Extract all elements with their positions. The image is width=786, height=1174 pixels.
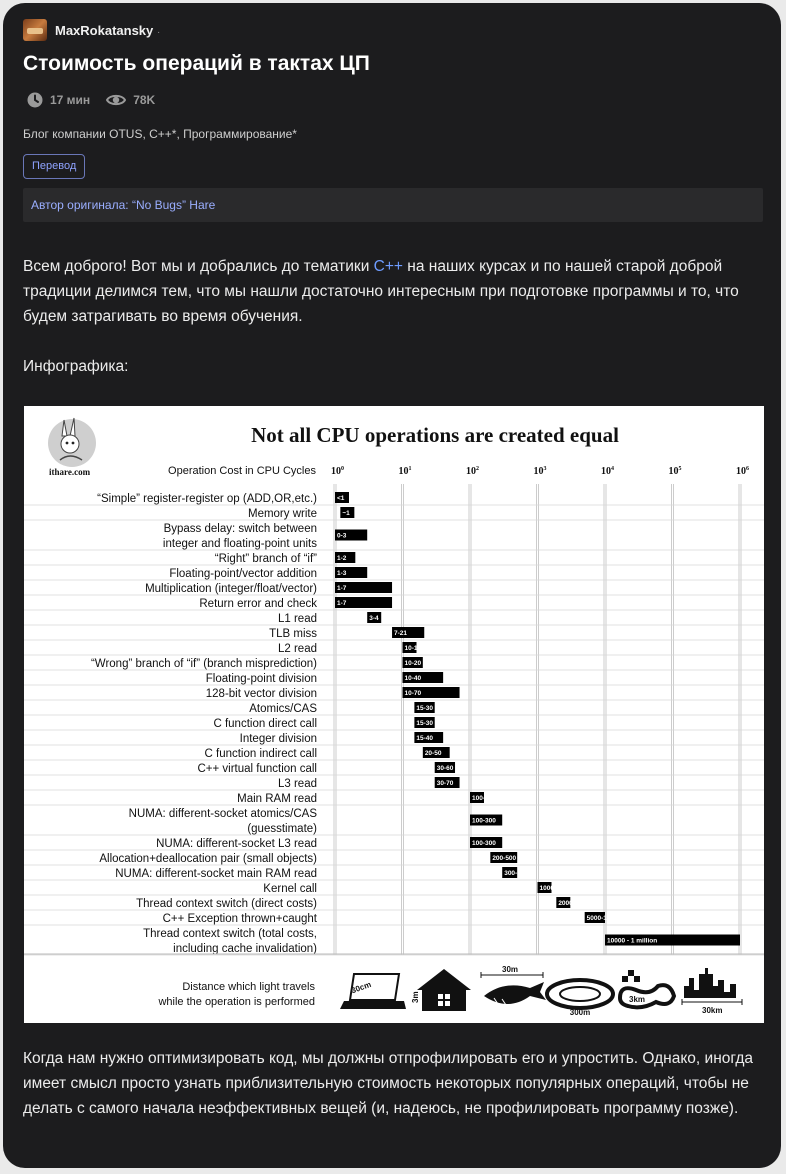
chart-row-9 <box>24 642 764 655</box>
stadium-icon <box>547 980 613 1017</box>
bar-label-16: 20-50 <box>424 750 442 757</box>
bar-label-22: 200-500 <box>492 855 517 862</box>
chart-row-25 <box>24 897 764 910</box>
chart-row-24 <box>24 882 764 895</box>
chart-row-7 <box>24 612 764 625</box>
distance-label-30m: 30m <box>502 965 519 974</box>
bar-label-3: 1-2 <box>337 555 347 562</box>
row-label-0-0: “Simple” register-register op (ADD,OR,etc.) <box>97 493 317 505</box>
article-card <box>3 3 781 1168</box>
tick-label-2 <box>466 466 479 477</box>
row-label-15-0: Integer division <box>239 733 317 745</box>
bar-label-5: 1-7 <box>337 585 347 592</box>
tick-base-2: 10 <box>466 466 476 477</box>
bar-label-18: 30-70 <box>436 780 454 787</box>
row-label-2-1: integer and floating-point units <box>162 538 317 550</box>
house-icon <box>411 969 471 1011</box>
column-header: Operation Cost in CPU Cycles <box>168 465 316 477</box>
tick-label-1 <box>399 466 412 477</box>
row-label-4-0: Floating-point/vector addition <box>169 568 317 580</box>
chart-row-23 <box>24 867 764 880</box>
clock-icon <box>27 92 43 108</box>
bar-label-25: 2000 <box>558 900 573 907</box>
row-label-3-0: “Right” branch of “if” <box>214 553 317 565</box>
intro-text-b: на наших курсах и по нашей старой доброй традиции делимся тем, что мы нашли достаточно интересным при подготовке программы и то, что будем затрагивать во время обучения. <box>23 258 739 325</box>
bar-label-24: 1000-1500 <box>539 885 571 892</box>
bar-label-17: 30-60 <box>436 765 454 772</box>
race-track-icon <box>620 970 674 1007</box>
chart-row-1 <box>24 507 764 520</box>
original-author-box[interactable] <box>23 188 763 222</box>
translation-badge[interactable]: Перевод <box>23 154 85 179</box>
eye-icon <box>106 92 126 108</box>
closing-paragraph: Когда нам нужно оптимизировать код, мы должны отпрофилировать его и упростить. Однако, иногда имеет смысл просто узнать приблизительную стоимость некоторых популярных операций, чтобы не делать с самого начала неэффективных вещей (и, надеюсь, не профилировать программу позже). <box>23 1050 753 1117</box>
bar-label-0: <1 <box>337 495 345 502</box>
row-label-20-0: NUMA: different-socket atomics/CAS <box>128 808 317 820</box>
row-label-6-0: Return error and check <box>199 598 317 610</box>
chart-row-22 <box>24 852 764 865</box>
bar-label-4: 1-3 <box>337 570 347 577</box>
bar-label-12: 10-70 <box>404 690 422 697</box>
tick-label-5 <box>669 466 682 477</box>
chart-row-20 <box>24 808 764 835</box>
distance-label-30km: 30km <box>702 1006 723 1015</box>
author-separator: . <box>157 24 161 36</box>
tick-label-6 <box>736 466 749 477</box>
distance-footer <box>157 965 742 1017</box>
intro-paragraph <box>23 254 768 329</box>
tick-label-0 <box>331 466 344 477</box>
chart-row-13 <box>24 702 764 715</box>
tick-labels <box>331 466 749 477</box>
bar-label-23: 300-500 <box>504 870 529 877</box>
bar-label-21: 100-300 <box>472 840 496 847</box>
chart-row-14 <box>24 717 764 730</box>
tick-exponent-0: 0 <box>341 466 344 472</box>
laptop-icon <box>340 974 406 1009</box>
row-label-22-0: Allocation+deallocation pair (small objects) <box>99 853 317 865</box>
chart-row-12 <box>24 687 764 700</box>
chart-row-5 <box>24 582 764 595</box>
hubs-list[interactable]: Блог компании OTUS, C++*, Программирование* <box>23 127 297 141</box>
chart-row-10 <box>24 657 764 670</box>
chart-row-19 <box>24 792 764 805</box>
footer-label-line-2: while the operation is performed <box>158 996 315 1008</box>
bar-label-11: 10-40 <box>404 675 422 682</box>
read-time <box>27 92 90 108</box>
tick-base-1: 10 <box>398 466 409 477</box>
avatar[interactable] <box>23 19 47 41</box>
bar-label-1: ~1 <box>342 510 350 517</box>
bar-label-19: 100-150 <box>472 795 496 802</box>
distance-label-30cm: 30cm <box>350 979 373 996</box>
bar-label-7: 3-4 <box>369 615 379 622</box>
chart-row-27 <box>24 928 764 955</box>
tick-exponent-4: 4 <box>611 466 614 472</box>
city-icon <box>682 968 742 1015</box>
chart-row-15 <box>24 732 764 745</box>
chart-row-17 <box>24 762 764 775</box>
tick-exponent-6: 6 <box>746 466 749 472</box>
row-label-20-1: (guesstimate) <box>247 823 317 835</box>
tick-base-0: 10 <box>331 466 341 477</box>
tick-exponent-5: 5 <box>678 466 682 472</box>
bar-label-20: 100-300 <box>472 817 496 825</box>
chart-row-11 <box>24 672 764 685</box>
infographic-chart <box>24 406 764 1023</box>
author-row[interactable] <box>23 19 160 41</box>
row-label-21-0: NUMA: different-socket L3 read <box>156 838 317 850</box>
logo-text: ithare.com <box>49 467 91 477</box>
cpp-link[interactable]: C++ <box>373 258 403 275</box>
chart-row-4 <box>24 567 764 580</box>
row-label-12-0: 128-bit vector division <box>205 688 317 700</box>
bar-label-13: 15-30 <box>416 705 434 712</box>
views-value: 78K <box>133 93 156 107</box>
distance-label-300m: 300m <box>569 1008 591 1017</box>
intro-text-a: Всем доброго! Вот мы и добрались до тематики <box>23 258 374 275</box>
chart-row-8 <box>24 627 764 640</box>
row-label-14-0: C function direct call <box>213 718 317 730</box>
row-label-27-1: including cache invalidation) <box>173 943 317 955</box>
tick-label-4 <box>601 466 614 477</box>
bar-label-10: 10-20 <box>404 660 422 667</box>
tick-label-3 <box>534 466 547 477</box>
bar-label-15: 15-40 <box>416 735 434 742</box>
chart-row-18 <box>24 777 764 790</box>
bar-label-26: 5000-10000 <box>586 915 622 922</box>
bar-label-27: 10000 - 1 million <box>607 937 658 945</box>
row-label-13-0: Atomics/CAS <box>249 703 317 715</box>
bar-label-9: 10-12 <box>404 645 422 652</box>
chart-row-3 <box>24 552 764 565</box>
row-label-9-0: L2 read <box>277 643 317 655</box>
original-author-name[interactable]: “No Bugs” Hare <box>131 198 216 212</box>
chart-row-16 <box>24 747 764 760</box>
tick-base-5: 10 <box>668 466 679 477</box>
chart-title: Not all CPU operations are created equal <box>251 423 619 447</box>
row-label-17-0: C++ virtual function call <box>197 763 317 775</box>
footer-label-line-1: Distance which light travels <box>182 981 315 993</box>
tick-exponent-1: 1 <box>408 466 412 472</box>
row-label-5-0: Multiplication (integer/float/vector) <box>145 583 317 595</box>
row-label-19-0: Main RAM read <box>237 793 317 805</box>
bar-label-8: 7-21 <box>394 630 408 637</box>
views <box>106 92 155 108</box>
row-label-16-0: C function indirect call <box>204 748 317 760</box>
row-label-18-0: L3 read <box>277 778 317 790</box>
tick-base-3: 10 <box>533 466 544 477</box>
article-meta <box>27 92 171 108</box>
row-label-11-0: Floating-point division <box>205 673 317 685</box>
chart-row-26 <box>24 912 764 925</box>
row-label-27-0: Thread context switch (total costs, <box>143 928 317 940</box>
tick-exponent-3: 3 <box>543 466 547 472</box>
chart-row-0 <box>24 492 764 505</box>
whale-icon <box>481 965 546 1005</box>
tick-base-4: 10 <box>601 466 611 477</box>
original-author-label: Автор оригинала: <box>31 198 129 212</box>
tick-base-6: 10 <box>736 466 746 477</box>
row-label-10-0: “Wrong” branch of “if” (branch misprediction) <box>90 658 317 670</box>
row-label-1-0: Memory write <box>247 508 317 520</box>
tick-exponent-2: 2 <box>476 466 479 472</box>
distance-label-3m: 3m <box>411 991 420 1003</box>
bar-label-2: 0-3 <box>337 532 347 540</box>
bar-label-6: 1-7 <box>337 600 347 607</box>
author-name[interactable]: MaxRokatansky <box>55 22 154 38</box>
row-label-2-0: Bypass delay: switch between <box>163 523 317 535</box>
distance-label-3km: 3km <box>629 995 646 1004</box>
page-title: Стоимость операций в тактах ЦП <box>23 52 370 75</box>
infographic-caption: Инфографика: <box>23 358 129 375</box>
chart-row-6 <box>24 597 764 610</box>
row-label-26-0: C++ Exception thrown+caught <box>162 913 317 925</box>
chart-row-21 <box>24 837 764 850</box>
ithare-logo <box>48 418 96 477</box>
read-time-value: 17 мин <box>50 93 91 107</box>
row-label-25-0: Thread context switch (direct costs) <box>136 898 317 910</box>
row-label-24-0: Kernel call <box>263 883 317 895</box>
row-label-23-0: NUMA: different-socket main RAM read <box>115 868 317 880</box>
infographic <box>24 406 764 1023</box>
bar-label-14: 15-30 <box>416 720 434 727</box>
chart-row-2 <box>24 523 764 550</box>
row-label-7-0: L1 read <box>277 613 317 625</box>
chart-rows <box>24 492 764 955</box>
row-label-8-0: TLB miss <box>269 628 317 640</box>
